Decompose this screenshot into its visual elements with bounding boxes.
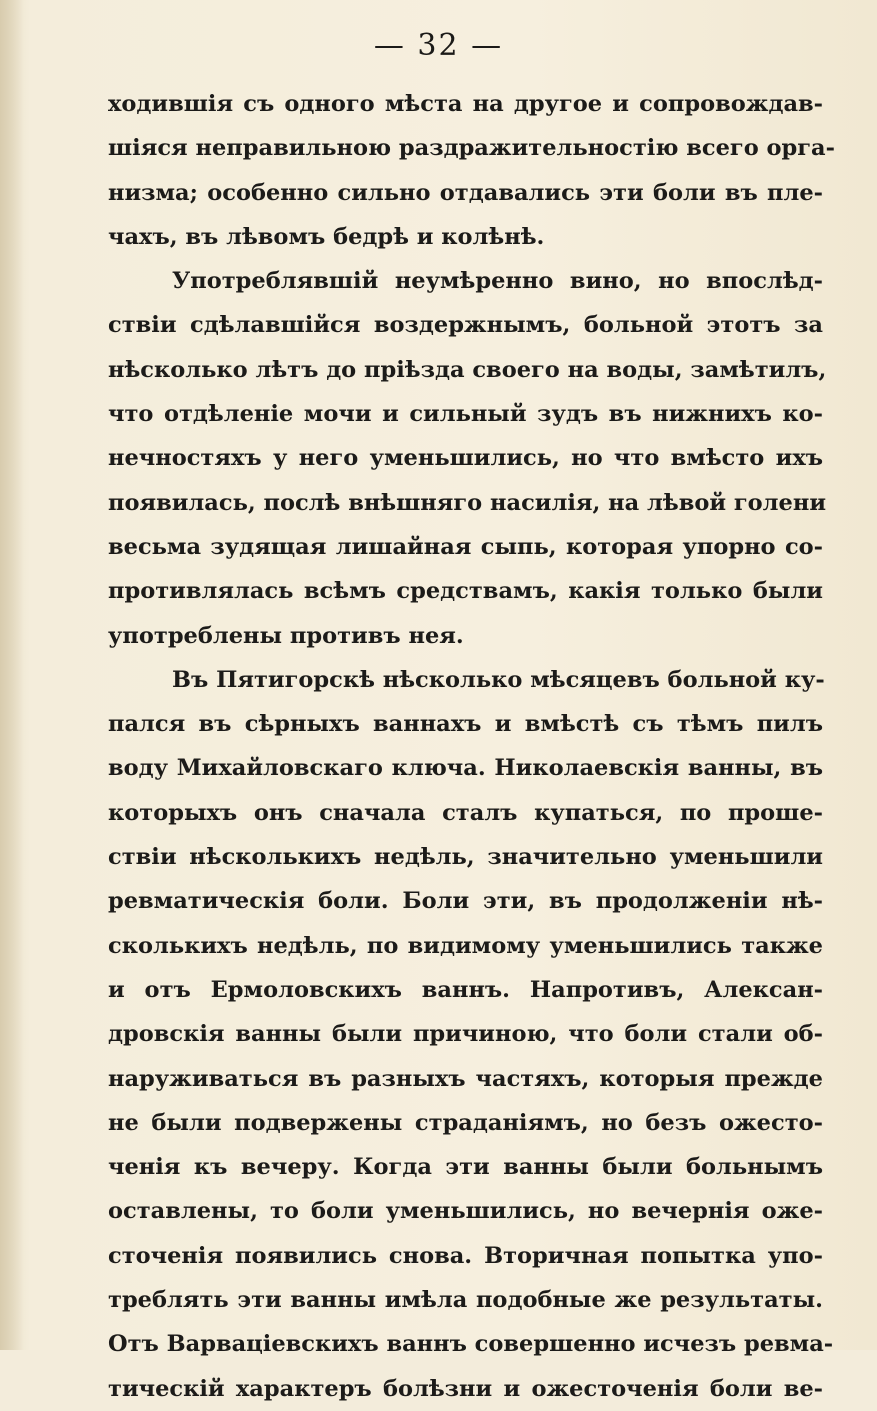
text-line: которыхъ онъ сначала сталъ купаться, по проше- (108, 799, 823, 826)
text-line: треблять эти ванны имѣла подобные же результаты. (108, 1287, 823, 1314)
text-line: дровскія ванны были причиною, что боли стали об- (108, 1021, 823, 1048)
text-line: сточенія появились снова. Вторичная попытка упо- (108, 1242, 823, 1269)
page-number: — 32 — (373, 28, 504, 63)
text-line: шіяся неправильною раздражительностію всего орга- (108, 135, 835, 162)
text-line: Отъ Варваціевскихъ ваннъ совершенно исчезъ ревма- (108, 1331, 834, 1358)
text-line: тическій характеръ болѣзни и ожесточенія боли ве- (108, 1375, 823, 1402)
text-line: воду Михайловскаго ключа. Николаевскія ванны, въ (108, 755, 823, 782)
text-line: противлялась всѣмъ средствамъ, какія только были (108, 578, 823, 605)
text-line: Въ Пятигорскѣ нѣсколько мѣсяцевъ больной ку- (172, 666, 825, 693)
text-line: ченія къ вечеру. Когда эти ванны были больнымъ (108, 1154, 823, 1181)
text-line: весьма зудящая лишайная сыпь, которая упорно со- (108, 533, 823, 560)
text-line: что отдѣленіе мочи и сильный зудъ въ нижнихъ ко- (108, 401, 823, 428)
text-line: наруживаться въ разныхъ частяхъ, которыя прежде (108, 1065, 823, 1092)
text-line: ствіи сдѣлавшійся воздержнымъ, больной этотъ за (108, 312, 823, 339)
text-line: употреблены противъ нея. (108, 622, 464, 649)
page-gutter-shadow (0, 0, 24, 1350)
text-line: пался въ сѣрныхъ ваннахъ и вмѣстѣ съ тѣмъ пилъ (108, 711, 823, 738)
text-line: чахъ, въ лѣвомъ бедрѣ и колѣнѣ. (108, 223, 545, 250)
text-line: ревматическія боли. Боли эти, въ продолженіи нѣ- (108, 888, 823, 915)
text-line: Употреблявшій неумѣренно вино, но впослѣд- (172, 268, 823, 295)
text-line: нечностяхъ у него уменьшились, но что вмѣсто ихъ (108, 445, 823, 472)
text-line: и отъ Ермоловскихъ ваннъ. Напротивъ, Алексан- (108, 976, 823, 1003)
text-line: не были подвержены страданіямъ, но безъ ожесто- (108, 1109, 823, 1136)
text-line: оставлены, то боли уменьшились, но вечернія оже- (108, 1198, 823, 1225)
text-line: низма; особенно сильно отдавались эти боли въ пле- (108, 179, 823, 206)
text-line: сколькихъ недѣль, по видимому уменьшились также (108, 932, 823, 959)
text-line: появилась, послѣ внѣшняго насилія, на лѣвой голени (108, 489, 827, 516)
text-line: нѣсколько лѣтъ до пріѣзда своего на воды, замѣтилъ, (108, 356, 827, 383)
text-line: ходившія съ одного мѣста на другое и сопровождав- (108, 91, 823, 117)
body-text (108, 82, 835, 1411)
text-line: ствіи нѣсколькихъ недѣль, значительно уменьшили (108, 844, 823, 871)
